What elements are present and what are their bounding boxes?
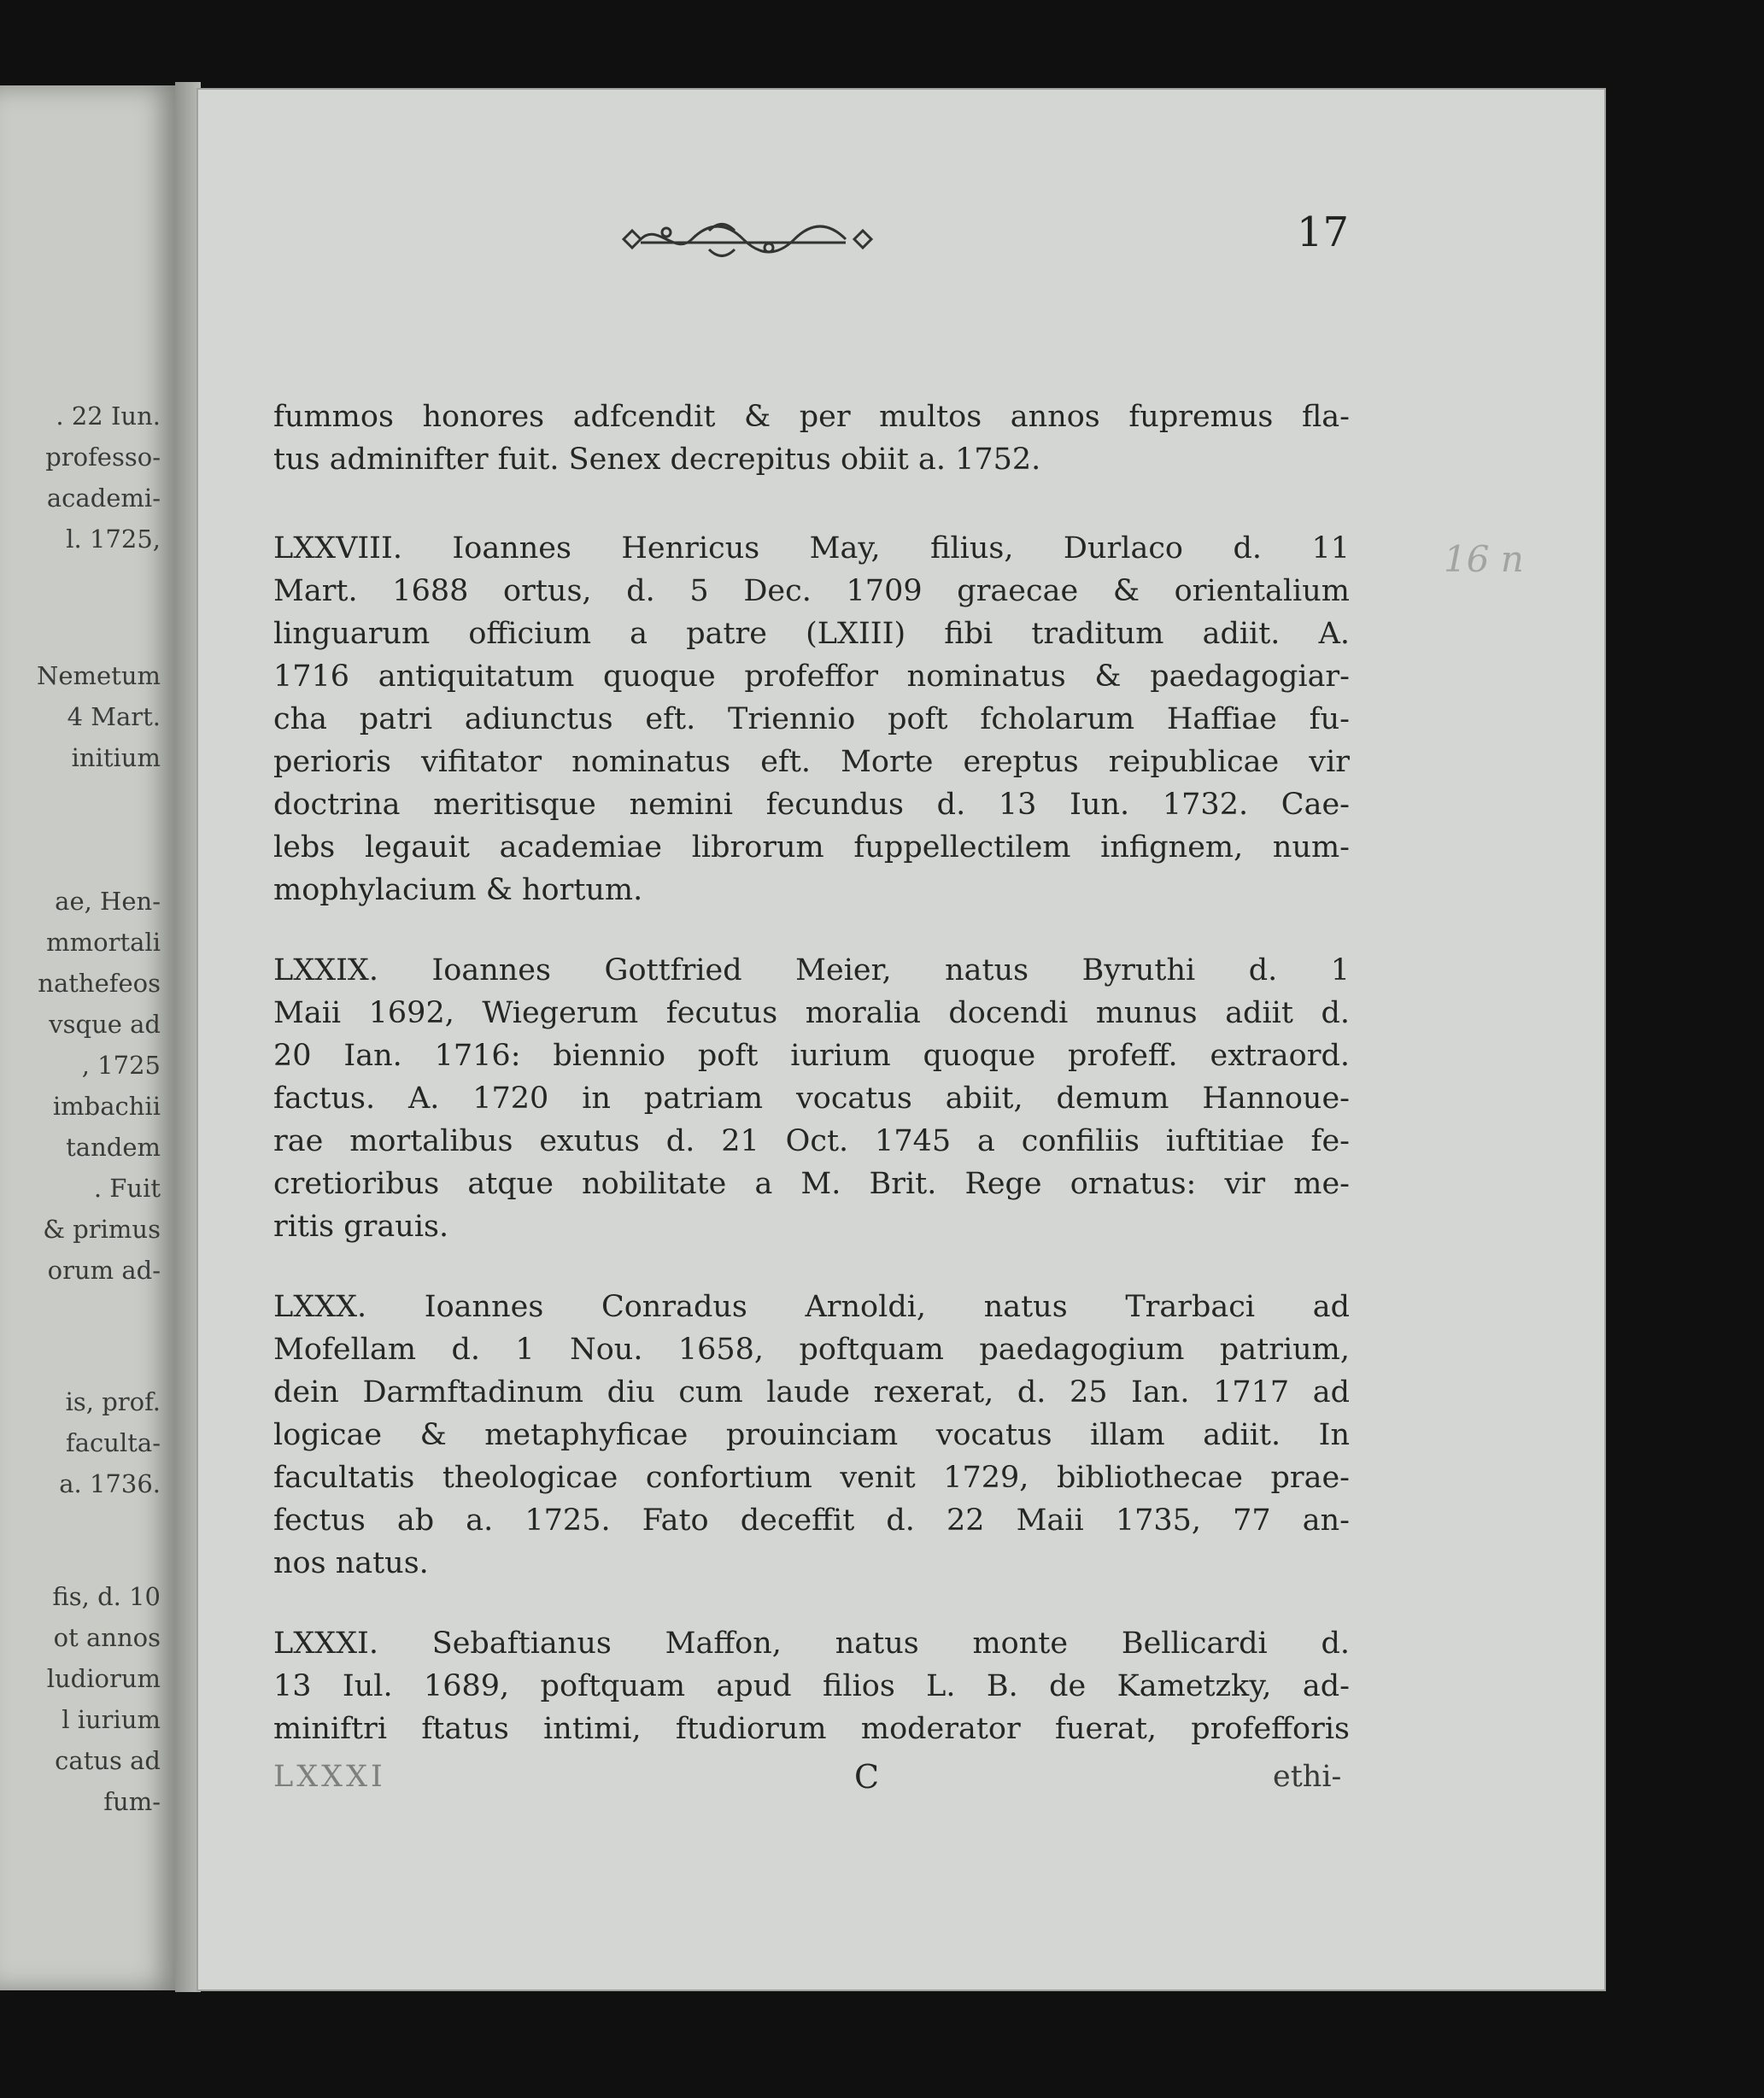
text-line: logicae & metaphyficae prouinciam vocatus illam adiit. In [273, 1418, 1350, 1452]
margin-fragment: . Fuit [93, 1174, 161, 1203]
margin-fragment: orum ad- [47, 1256, 161, 1285]
signature-mark-showthrough: LXXXI [273, 1760, 386, 1794]
text-line: nos natus. [273, 1546, 429, 1580]
margin-fragment: , 1725 [81, 1051, 161, 1080]
margin-fragment: a. 1736. [59, 1469, 161, 1498]
margin-fragment: faculta- [66, 1428, 161, 1457]
text-line: doctrina meritisque nemini fecundus d. 13 Iun. 1732. Cae- [273, 788, 1350, 822]
text-line: ritis grauis. [273, 1210, 449, 1244]
text-line: Maii 1692, Wiegerum fecutus moralia docendi munus adiit d. [273, 996, 1350, 1030]
header-ornament [453, 214, 965, 265]
text-line: miniftri ftatus intimi, ftudiorum moderator fuerat, profefforis [273, 1712, 1350, 1746]
text-line: facultatis theologicae confortium venit 1729, bibliothecae prae- [273, 1461, 1350, 1495]
margin-fragment: Nemetum [36, 661, 161, 690]
text-line: 13 Iul. 1689, poftquam apud filios L. B. de Kametzky, ad- [273, 1669, 1350, 1703]
signature-letter: C [854, 1758, 880, 1796]
text-line: linguarum officium a patre (LXIII) fibi traditum adiit. A. [273, 617, 1350, 651]
text-line: tus adminifter fuit. Senex decrepitus obiit a. 1752. [273, 442, 1041, 477]
margin-fragment: 4 Mart. [67, 702, 161, 731]
text-line: cretioribus atque nobilitate a M. Brit. Rege ornatus: vir me- [273, 1167, 1350, 1201]
text-line: Mofellam d. 1 Nou. 1658, poftquam paedagogium patrium, [273, 1333, 1350, 1367]
margin-fragment: professo- [45, 442, 161, 472]
text-line: cha patri adiunctus eft. Triennio poft fcholarum Haffiae fu- [273, 702, 1350, 736]
catchword: ethi- [1273, 1760, 1342, 1794]
margin-fragment: fis, d. 10 [52, 1582, 161, 1611]
pencil-margin-note: 16 n [1444, 538, 1524, 580]
margin-fragment: imbachii [52, 1092, 161, 1121]
text-line: lebs legauit academiae librorum fuppellectilem infignem, num- [273, 830, 1350, 864]
margin-fragment: mmortali [46, 928, 161, 957]
text-line: 20 Ian. 1716: biennio poft iurium quoque profeff. extraord. [273, 1039, 1350, 1073]
text-line: fummos honores adfcendit & per multos annos fupremus fla- [273, 400, 1350, 434]
margin-fragment: vsque ad [49, 1010, 161, 1039]
entry-heading-line: LXXVIII. Ioannes Henricus May, filius, Durlaco d. 11 [273, 531, 1350, 566]
margin-fragment: tandem [66, 1133, 161, 1162]
text-line: mophylacium & hortum. [273, 873, 643, 907]
text-line: rae mortalibus exutus d. 21 Oct. 1745 a confiliis iuftitiae fe- [273, 1124, 1350, 1158]
page-number: 17 [1297, 208, 1350, 256]
margin-fragment: . 22 Iun. [56, 401, 161, 431]
margin-fragment: l iurium [62, 1705, 161, 1734]
margin-fragment: & primus [43, 1215, 161, 1244]
margin-fragment: catus ad [55, 1746, 161, 1775]
text-line: fectus ab a. 1725. Fato deceffit d. 22 Maii 1735, 77 an- [273, 1503, 1350, 1538]
entry-heading-line: LXXXI. Sebaftianus Maffon, natus monte Bellicardi d. [273, 1626, 1350, 1661]
text-line: 1716 antiquitatum quoque profeffor nominatus & paedagogiar- [273, 659, 1350, 694]
entry-heading-line: LXXIX. Ioannes Gottfried Meier, natus Byruthi d. 1 [273, 953, 1350, 987]
previous-page-edge [0, 85, 179, 1990]
margin-fragment: fum- [103, 1787, 161, 1816]
margin-fragment: l. 1725, [66, 524, 161, 554]
margin-fragment: ludiorum [46, 1664, 161, 1693]
margin-fragment: initium [71, 743, 161, 772]
text-line: factus. A. 1720 in patriam vocatus abiit, demum Hannoue- [273, 1081, 1350, 1116]
margin-fragment: ot annos [53, 1623, 161, 1652]
text-line: perioris vifitator nominatus eft. Morte ereptus reipublicae vir [273, 745, 1350, 779]
margin-fragment: ae, Hen- [55, 887, 161, 916]
margin-fragment: academi- [46, 483, 161, 513]
text-line: dein Darmftadinum diu cum laude rexerat, d. 25 Ian. 1717 ad [273, 1375, 1350, 1409]
margin-fragment: nathefeos [38, 969, 161, 998]
text-line: Mart. 1688 ortus, d. 5 Dec. 1709 graecae & orientalium [273, 574, 1350, 608]
entry-heading-line: LXXX. Ioannes Conradus Arnoldi, natus Trarbaci ad [273, 1290, 1350, 1324]
margin-fragment: is, prof. [65, 1387, 161, 1416]
